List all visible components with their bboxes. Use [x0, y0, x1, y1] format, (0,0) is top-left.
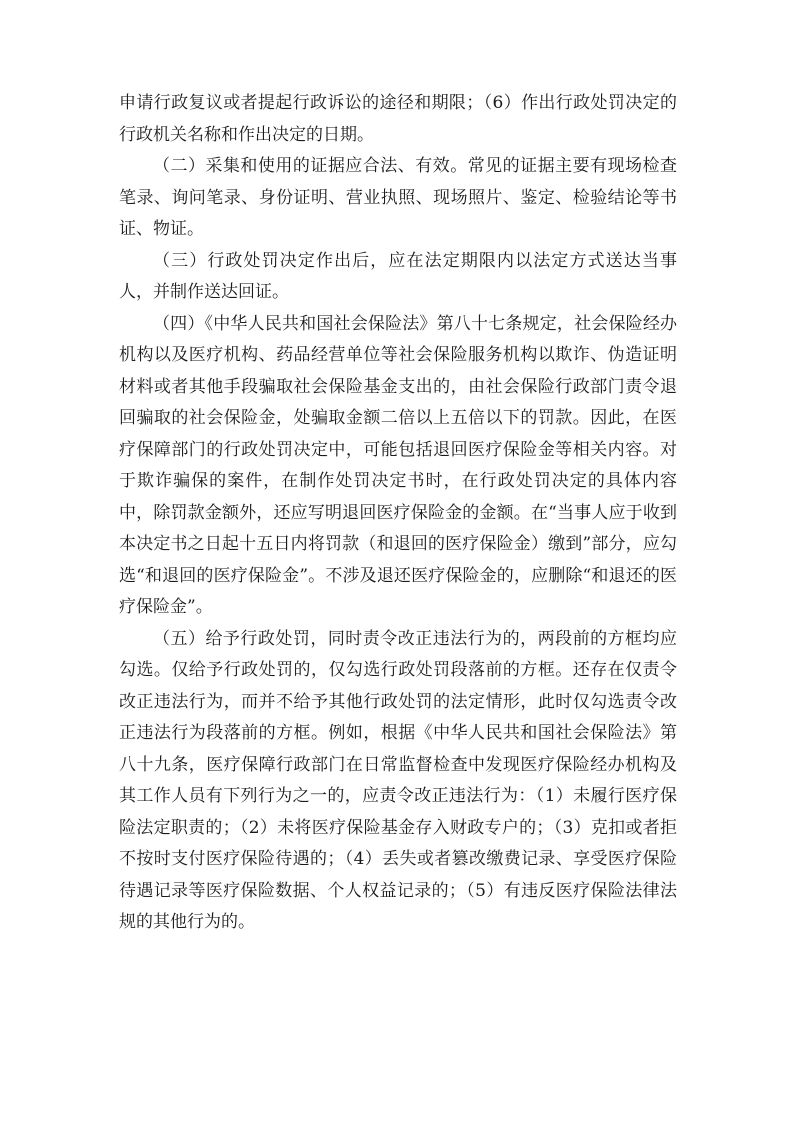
document-body: [119, 88, 677, 939]
paragraph-service: （三）行政处罚决定作出后，应在法定期限内以法定方式送达当事人，并制作送达回证。: [119, 250, 677, 302]
paragraph-correction-order: （五）给予行政处罚，同时责令改正违法行为的，两段前的方框均应勾选。仅给予行政处罚的，仅勾选行政处罚段落前的方框。还存在仅责令改正违法行为，而并不给予其他行政处罚的法定情形，此时仅勾选责令改正违法行为段落前的方框。例如，根据《中华人民共和国社会保险法》第八十九条，医疗保障行政部门在日常监督检查中发现医疗保险经办机构及其工作人员有下列行为之一的，应责令改正违法行为：（1）未履行医疗保险法定职责的；（2）未将医疗保险基金存入财政专户的；（3）克扣或者拒不按时支付医疗保险待遇的；（4）丢失或者篡改缴费记录、享受医疗保险待遇记录等医疗保险数据、个人权益记录的；（5）有违反医疗保险法律法规的其他行为的。: [119, 628, 677, 932]
paragraph-social-insurance-law-87: （四）《中华人民共和国社会保险法》第八十七条规定，社会保险经办机构以及医疗机构、药品经营单位等社会保险服务机构以欺诈、伪造证明材料或者其他手段骗取社会保险基金支出的，由社会保险行政部门责令退回骗取的社会保险金，处骗取金额二倍以上五倍以下的罚款。因此，在医疗保障部门的行政处罚决定中，可能包括退回医疗保险金等相关内容。对于欺诈骗保的案件，在制作处罚决定书时，在行政处罚决定的具体内容中，除罚款金额外，还应写明退回医疗保险金的金额。在“当事人应于收到本决定书之日起十五日内将罚款（和退回的医疗保险金）缴到”部分，应勾选“和退回的医疗保险金”。不涉及退还医疗保险金的，应删除“和退还的医疗保险金”。: [119, 313, 677, 617]
paragraph-continuation: 申请行政复议或者提起行政诉讼的途径和期限；（6）作出行政处罚决定的行政机关名称和作出决定的日期。: [119, 93, 677, 145]
paragraph-evidence: （二）采集和使用的证据应合法、有效。常见的证据主要有现场检查笔录、询问笔录、身份证明、营业执照、现场照片、鉴定、检验结论等书证、物证。: [119, 156, 677, 239]
